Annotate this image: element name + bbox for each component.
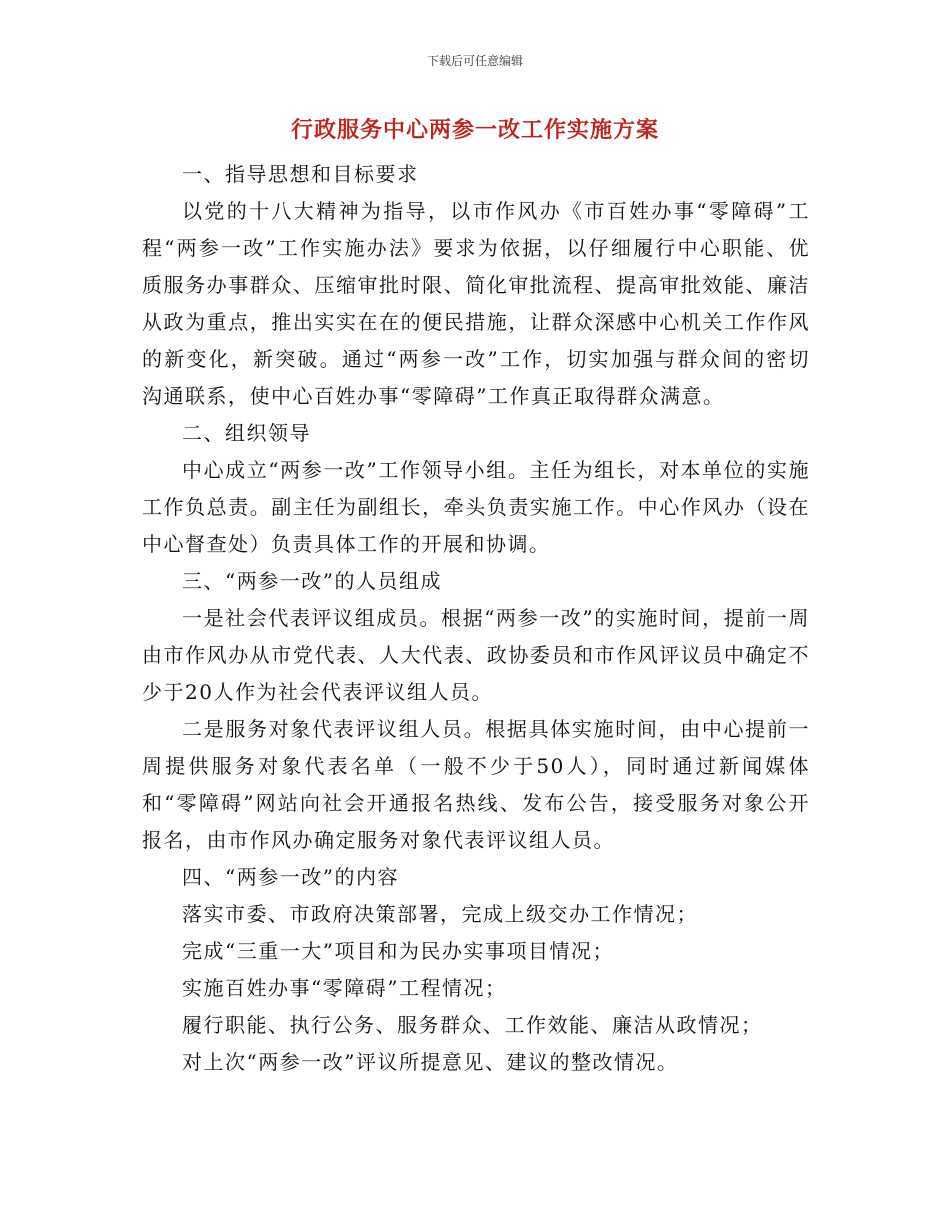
document-body — [142, 156, 810, 1081]
section-heading-3: 三、“两参一改”的人员组成 — [182, 569, 442, 593]
document-title: 行政服务中心两参一改工作实施方案 — [290, 117, 659, 143]
content-item-3: 实施百姓办事“零障碍”工程情况； — [182, 976, 507, 1000]
paragraph-service-representatives: 二是服务对象代表评议组人员。根据具体实施时间，由中心提前一周提供服务对象代表名单（一般不少于50人），同时通过新闻媒体和“零障碍”网站向社会开通报名热线、发布公告，接受服务对象公开报名，由市作风办确定服务对象代表评议组人员。 — [142, 717, 810, 852]
section-heading-4: 四、“两参一改”的内容 — [182, 865, 399, 889]
content-item-5: 对上次“两参一改”评议所提意见、建议的整改情况。 — [182, 1050, 679, 1074]
content-item-4: 履行职能、执行公务、服务群众、工作效能、廉洁从政情况； — [182, 1013, 763, 1037]
paragraph-social-representatives: 一是社会代表评议组成员。根据“两参一改”的实施时间，提前一周由市作风办从市党代表、人大代表、政协委员和市作风评议员中确定不少于20人作为社会代表评议组人员。 — [142, 606, 810, 704]
content-item-2: 完成“三重一大”项目和为民办实事项目情况； — [182, 939, 614, 963]
paragraph-organization: 中心成立“两参一改”工作领导小组。主任为组长，对本单位的实施工作负总责。副主任为副组长，牵头负责实施工作。中心作风办（设在中心督查处）负责具体工作的开展和协调。 — [142, 458, 810, 556]
section-heading-2: 二、组织领导 — [182, 421, 311, 445]
paragraph-guiding-ideology: 以党的十八大精神为指导，以市作风办《市百姓办事“零障碍”工程“两参一改”工作实施办法》要求为依据，以仔细履行中心职能、优质服务办事群众、压缩审批时限、简化审批流程、提高审批效能、廉洁从政为重点，推出实实在在的便民措施，让群众深感中心机关工作作风的新变化，新突破。通过“两参一改”工作，切实加强与群众间的密切沟通联系，使中心百姓办事“零障碍”工作真正取得群众满意。 — [142, 199, 810, 408]
header-note: 下载后可任意编辑 — [426, 54, 523, 68]
content-item-1: 落实市委、市政府决策部署，完成上级交办工作情况； — [182, 902, 698, 926]
section-heading-1: 一、指导思想和目标要求 — [182, 162, 419, 186]
